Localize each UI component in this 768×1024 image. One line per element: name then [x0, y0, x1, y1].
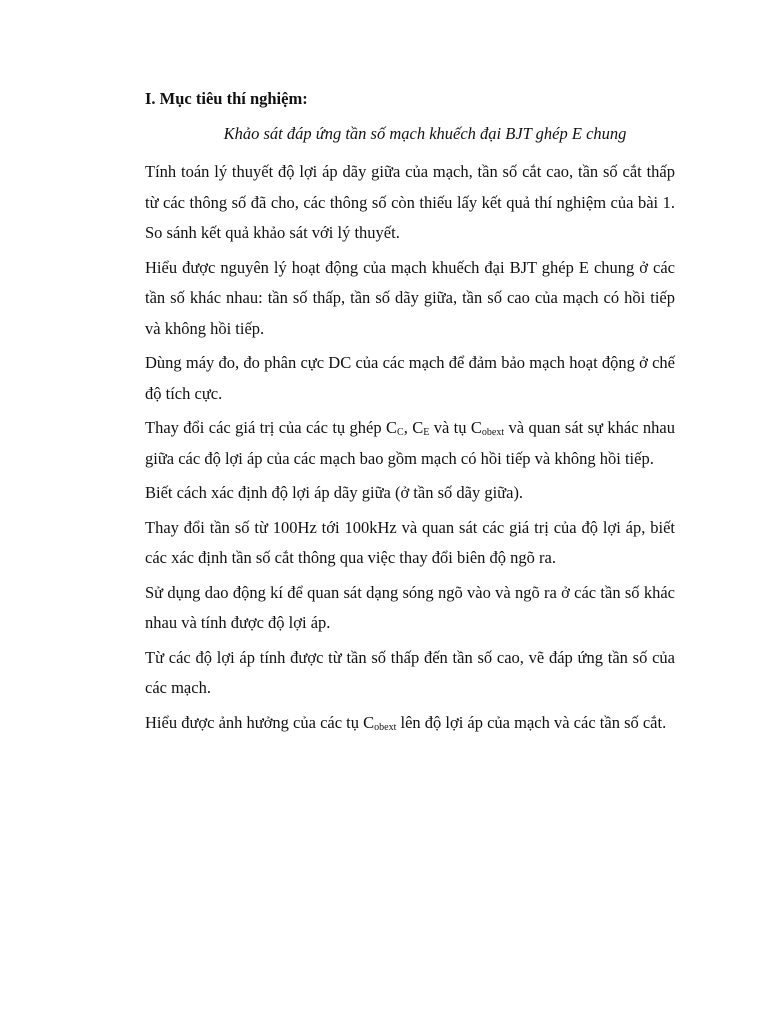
text-segment: và tụ C — [429, 418, 482, 437]
subscript-c: C — [397, 427, 404, 438]
section-subtitle: Khảo sát đáp ứng tần số mạch khuếch đại BJT ghép E chung — [223, 124, 627, 143]
paragraph-capacitor-change — [145, 413, 675, 474]
paragraph-midband-gain: Biết cách xác định độ lợi áp dãy giữa (ở tần số dãy giữa). — [145, 483, 524, 502]
subscript-obext: obext — [481, 427, 505, 438]
subscript-obext: obext — [374, 721, 397, 733]
document-page — [145, 88, 675, 742]
text-segment: Hiểu được ảnh hưởng của các tụ C — [145, 712, 375, 732]
paragraph-theory-calculation: Tính toán lý thuyết độ lợi áp dãy giữa của mạch, tần số cắt cao, tần số cắt thấp từ các thông số đã cho, các thông số còn thiếu lấy kết quả thí nghiệm của bài 1. So sánh kết quả khảo sát với lý thuyết. — [145, 162, 675, 242]
section-heading: I. Mục tiêu thí nghiệm: — [145, 89, 308, 108]
paragraph-frequency-sweep: Thay đổi tần số từ 100Hz tới 100kHz và quan sát các giá trị của độ lợi áp, biết các xác định tần số cắt thông qua việc thay đổi biên độ ngõ ra. — [145, 517, 675, 567]
subscript-e: E — [423, 427, 430, 438]
text-segment: , C — [403, 418, 424, 437]
text-segment: và quan sát sự khác nhau giữa các độ lợi áp của các mạch bao gồm mạch có hồi tiếp và không hồi tiếp. — [145, 418, 675, 468]
text-segment: lên độ lợi áp của mạch và các tần số cắt. — [396, 712, 667, 732]
paragraph-operating-principle: Hiểu được nguyên lý hoạt động của mạch khuếch đại BJT ghép E chung ở các tần số khác nhau: tần số thấp, tần số dãy giữa, tần số cao của mạch có hồi tiếp và không hồi tiếp. — [145, 257, 675, 338]
paragraph-cobext-effect — [145, 708, 675, 739]
paragraph-oscilloscope: Sử dụng dao động kí để quan sát dạng sóng ngõ vào và ngõ ra ở các tần số khác nhau và tính được độ lợi áp. — [145, 582, 675, 632]
text-segment: Thay đổi các giá trị của các tụ ghép C — [145, 418, 398, 437]
paragraph-dc-bias: Dùng máy đo, đo phân cực DC của các mạch để đảm bảo mạch hoạt động ở chế độ tích cực. — [145, 353, 675, 403]
paragraph-frequency-response: Từ các độ lợi áp tính được từ tần số thấp đến tần số cao, vẽ đáp ứng tần số của các mạch. — [145, 647, 675, 697]
